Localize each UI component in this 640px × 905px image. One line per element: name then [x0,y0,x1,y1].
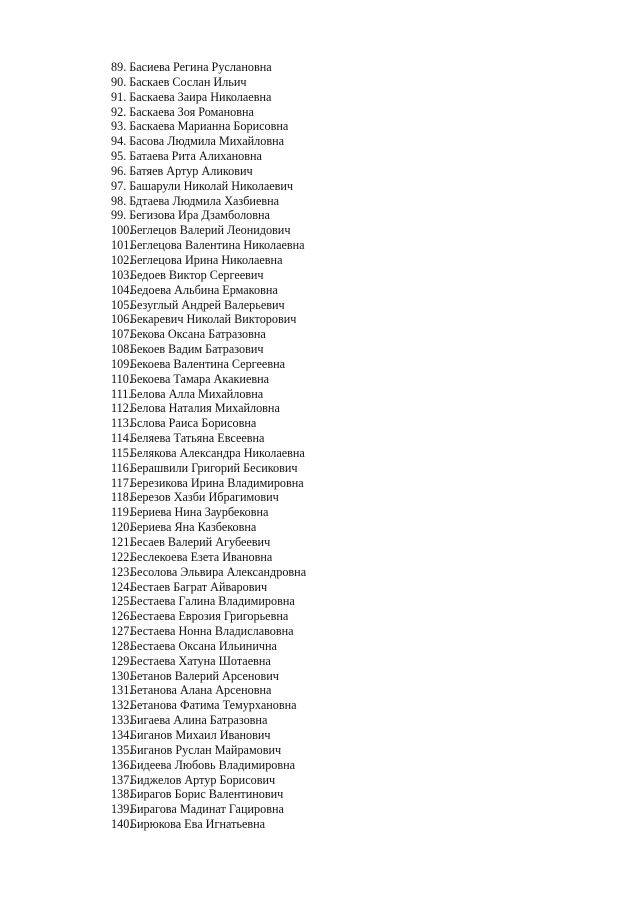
item-number: 130. [111,668,133,683]
list-item [111,594,306,609]
item-number: 111. [111,386,132,401]
item-name: Бегизова Ира Дзамболовна [129,208,270,223]
list-item [111,194,306,209]
item-name: Бетанова Фатима Темурхановна [130,698,297,713]
item-name: Берашвили Григорий Бесикович [130,460,298,475]
item-number: 119. [111,505,132,520]
item-name: Бирагова Мадинат Гацировна [130,802,284,817]
item-number: 114. [111,431,132,446]
list-item [111,461,306,476]
item-number: 109. [111,356,133,371]
item-name: Бедоева Альбина Ермаковна [130,282,278,297]
item-number: 139. [111,802,133,817]
list-item [111,416,306,431]
item-number: 95. [111,149,127,164]
item-number: 93. [111,119,127,134]
item-number: 92. [111,104,127,119]
item-number: 133. [111,713,133,728]
item-number: 94. [111,134,127,149]
item-name: Бдтаева Людмила Хазбиевна [129,193,280,208]
list-item [111,713,306,728]
item-name: Биганов Михаил Иванович [130,727,271,742]
list-item [111,565,306,580]
item-number: 138. [111,787,133,802]
item-number: 128. [111,638,133,653]
item-number: 127. [111,624,133,639]
list-item [111,535,306,550]
list-item [111,105,306,120]
item-name: Березов Хазби Ибрагимович [130,490,279,505]
item-name: Бесаев Валерий Агубеевич [130,535,271,549]
list-item [111,283,306,298]
item-name: Бедоев Виктор Сергеевич [130,267,264,282]
item-name: Беглецова Ирина Николаевна [130,252,283,267]
item-name: Бестаева Еврозия Григорьевна [130,609,289,624]
item-name: Баскаева Марианна Борисовна [129,119,289,134]
item-name: Белова Алла Михайловна [130,386,264,401]
item-number: 116. [111,460,132,475]
item-number: 103. [111,267,133,282]
item-name: Батаева Рита Алихановна [129,149,262,164]
item-number: 140. [111,817,133,832]
item-name: Бекова Оксана Батразовна [130,327,266,342]
item-name: Бекоев Вадим Батразович [130,342,264,357]
item-number: 122. [111,549,133,564]
list-item [111,698,306,713]
list-item [111,357,306,372]
list-item [111,253,306,268]
item-number: 118. [111,490,132,505]
item-name: Баскаев Сослан Ильич [129,74,247,89]
item-name: Бериева Яна Казбековна [130,520,257,535]
list-item [111,728,306,743]
item-number: 104. [111,282,133,297]
item-name: Бекоева Тамара Акакиевна [130,371,270,386]
item-name: Башарули Николай Николаевич [129,178,294,193]
item-name: Березикова Ирина Владимировна [130,475,304,490]
item-name: Беслекоева Езета Ивановна [130,549,273,564]
item-name: Бекаревич Николай Викторович [130,312,297,327]
item-number: 110. [111,371,132,386]
item-number: 126. [111,609,133,624]
list-item [111,446,306,461]
list-item [111,164,306,179]
item-number: 131. [111,683,133,698]
item-number: 99. [111,208,127,223]
item-number: 89. [111,60,127,74]
list-item [111,817,306,832]
list-item [111,208,306,223]
item-number: 106. [111,312,133,327]
list-item [111,520,306,535]
item-number: 135. [111,742,133,757]
item-name: Бидеева Любовь Владимировна [130,757,296,772]
list-item [111,773,306,788]
list-item [111,90,306,105]
list-item [111,149,306,164]
item-number: 113. [111,416,132,431]
list-item [111,609,306,624]
list-item [111,401,306,416]
item-name: Безуглый Андрей Валерьевич [130,297,285,312]
item-name: Беляева Татьяна Евсеевна [130,431,265,446]
item-number: 101. [111,238,133,253]
list-item [111,743,306,758]
item-name: Бериева Нина Заурбековна [130,505,269,520]
list-item [111,476,306,491]
list-item [111,134,306,149]
item-number: 134. [111,727,133,742]
list-item [111,505,306,520]
list-item [111,787,306,802]
list-item [111,298,306,313]
item-number: 105. [111,297,133,312]
item-number: 100. [111,223,133,238]
item-number: 125. [111,594,133,609]
item-number: 107. [111,327,133,342]
item-number: 108. [111,342,133,357]
item-name: Беглецов Валерий Леонидович [130,223,291,238]
item-number: 123. [111,564,133,579]
item-number: 121. [111,535,133,549]
list-item [111,327,306,342]
item-number: 102. [111,252,133,267]
item-name: Баскаева Заира Николаевна [129,89,272,104]
item-name: Бестаева Нонна Владиславовна [130,624,294,639]
item-name: Бестаева Галина Владимировна [130,594,295,609]
list-item [111,683,306,698]
item-name: Батяев Артур Аликович [129,163,253,178]
list-item [111,624,306,639]
list-item [111,580,306,595]
item-number: 98. [111,193,127,208]
item-name: Бетанов Валерий Арсенович [130,668,279,683]
list-item [111,60,306,75]
item-number: 96. [111,163,127,178]
item-number: 132. [111,698,133,713]
list-item [111,490,306,505]
item-name: Бслова Раиса Борисовна [130,416,257,431]
item-number: 91. [111,89,127,104]
list-item [111,372,306,387]
item-name: Биджелов Артур Борисович [130,772,276,787]
list-item [111,550,306,565]
list-item [111,119,306,134]
list-item [111,431,306,446]
list-item [111,312,306,327]
list-item [111,179,306,194]
item-name: Бирагов Борис Валентинович [130,787,284,802]
item-number: 117. [111,475,132,490]
list-item [111,802,306,817]
list-item [111,669,306,684]
list-item [111,387,306,402]
item-name: Белова Наталия Михайловна [130,401,280,416]
item-number: 136. [111,757,133,772]
item-name: Басиева Регина Руслановна [129,60,272,74]
list-item [111,238,306,253]
item-name: Бесолова Эльвира Александровна [130,564,307,579]
item-number: 112. [111,401,132,416]
item-name: Биганов Руслан Майрамович [130,742,282,757]
item-name: Бестаев Баграт Айварович [130,579,268,594]
item-name: Беглецова Валентина Николаевна [130,238,305,253]
item-name: Бестаева Хатуна Шотаевна [130,653,271,668]
item-name: Бетанова Алана Арсеновна [130,683,272,698]
item-number: 120. [111,520,133,535]
name-list [111,60,306,832]
list-item [111,75,306,90]
item-number: 115. [111,445,132,460]
item-name: Бестаева Оксана Ильинична [130,638,277,653]
item-name: Бекоева Валентина Сергеевна [130,356,286,371]
item-name: Баскаева Зоя Романовна [129,104,254,119]
list-item [111,639,306,654]
item-number: 90. [111,74,127,89]
list-item [111,268,306,283]
item-number: 129. [111,653,133,668]
item-name: Басова Людмила Михайловна [129,134,285,149]
item-number: 137. [111,772,133,787]
list-item [111,342,306,357]
item-name: Белякова Александра Николаевна [130,445,305,460]
item-name: Бигаева Алина Батразовна [130,713,268,728]
item-number: 124. [111,579,133,594]
item-name: Бирюкова Ева Игнатьевна [130,817,266,832]
list-item [111,654,306,669]
item-number: 97. [111,178,127,193]
list-item [111,758,306,773]
list-item [111,223,306,238]
